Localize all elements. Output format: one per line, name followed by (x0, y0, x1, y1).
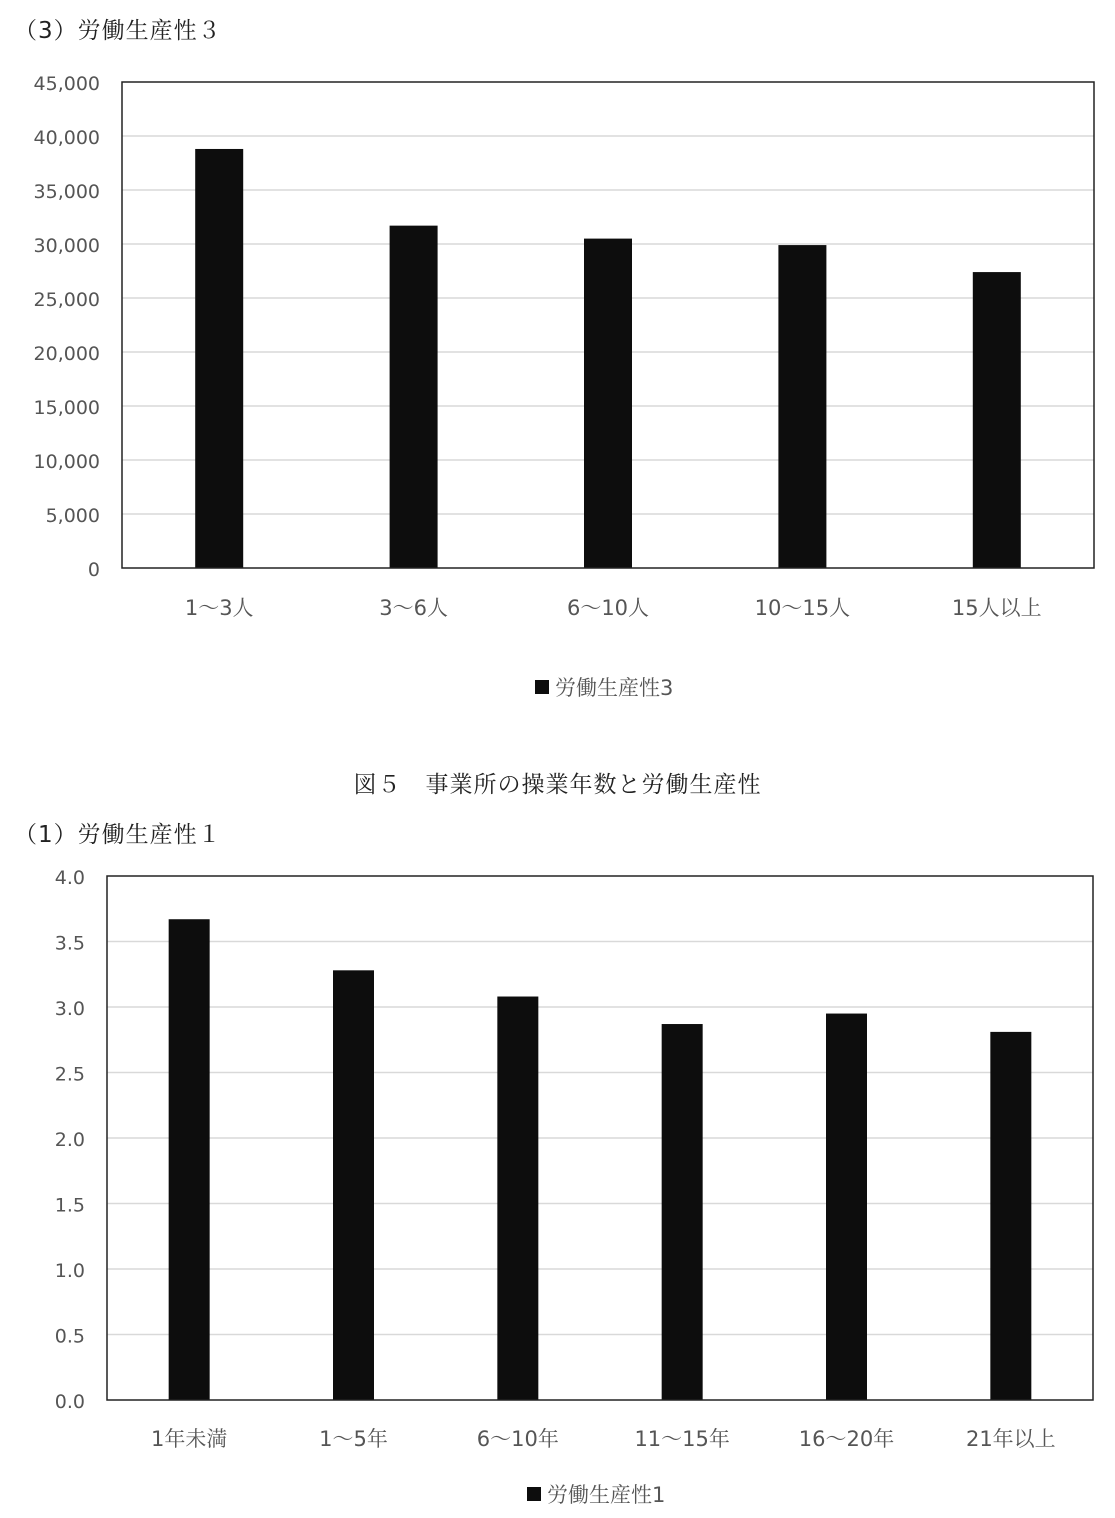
bottom-chart-y-tick-label: 1.0 (54, 1260, 85, 1282)
top-chart-y-tick-label: 15,000 (33, 397, 100, 419)
bottom-chart-bar-4 (662, 1024, 703, 1400)
top-chart-x-category-label: 6～10人 (566, 596, 650, 620)
bottom-chart-y-tick-label: 3.5 (54, 932, 85, 955)
bottom-chart-legend-label: 労働生産性1 (547, 1483, 666, 1507)
section-heading-productivity-1: （1）労働生産性１ (14, 822, 222, 848)
top-chart-y-tick-label: 0 (87, 559, 100, 581)
top-chart-y-tick-label: 40,000 (33, 127, 100, 149)
top-chart-x-category-label: 1～3人 (184, 596, 254, 620)
bottom-chart-x-category-label: 1年未満 (150, 1427, 228, 1451)
bottom-chart-bar-2 (333, 970, 374, 1400)
bottom-chart-x-category-label: 1～5年 (319, 1427, 388, 1451)
bottom-chart-x-category-label: 11～15年 (634, 1427, 730, 1451)
top-chart-y-tick-label: 25,000 (33, 289, 100, 311)
top-chart-legend-label: 労働生産性3 (555, 676, 674, 700)
bottom-chart-bar-3 (497, 997, 538, 1400)
top-chart-y-tick-label: 20,000 (33, 343, 100, 365)
bottom-chart-y-tick-label: 2.0 (54, 1129, 85, 1151)
bottom-chart-x-category-label: 16～20年 (798, 1427, 895, 1451)
top-chart-y-tick-label: 30,000 (33, 235, 100, 257)
top-chart-y-tick-label: 35,000 (33, 181, 100, 203)
bottom-chart-legend-swatch (527, 1487, 541, 1501)
top-chart-y-tick-label: 10,000 (33, 451, 100, 473)
figure-5-caption: 図５ 事業所の操業年数と労働生産性 (353, 772, 762, 798)
top-chart-y-tick-label: 5,000 (45, 505, 100, 527)
bottom-chart-bar-1 (169, 919, 210, 1400)
top-chart-x-category-label: 15人以上 (951, 596, 1042, 620)
bottom-chart-y-tick-label: 1.5 (54, 1194, 85, 1217)
bottom-chart-y-tick-label: 2.5 (54, 1063, 85, 1086)
bottom-chart-x-category-label: 21年以上 (965, 1427, 1056, 1451)
bottom-chart-x-category-label: 6～10年 (476, 1427, 559, 1451)
top-chart-x-category-label: 3～6人 (379, 596, 448, 620)
bottom-chart-y-tick-label: 0.5 (54, 1325, 85, 1348)
top-chart-y-tick-label: 45,000 (33, 73, 100, 95)
top-chart-x-category-label: 10～15人 (754, 596, 851, 620)
section-heading-productivity-3: （3）労働生産性３ (14, 18, 222, 44)
bottom-chart-y-tick-label: 0.0 (54, 1391, 85, 1413)
bottom-chart-bar-6 (990, 1032, 1031, 1400)
bottom-chart-bar-5 (826, 1014, 867, 1400)
bottom-chart-y-tick-label: 4.0 (54, 867, 85, 889)
bottom-chart-y-tick-label: 3.0 (54, 998, 85, 1020)
